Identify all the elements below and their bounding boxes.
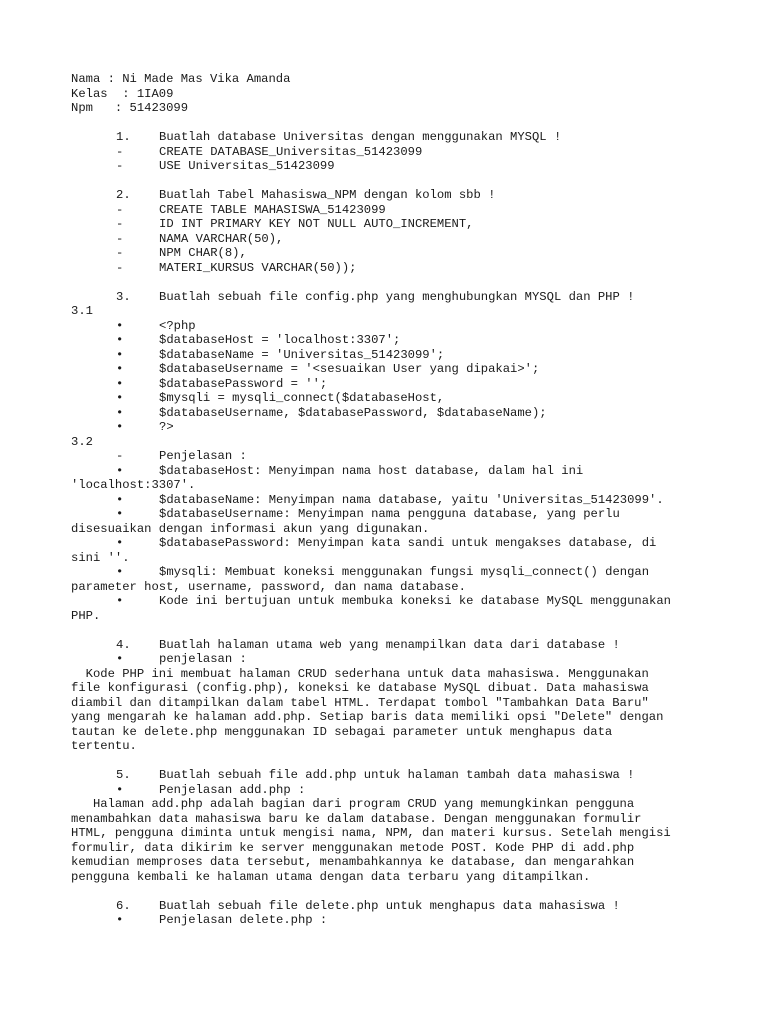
bullet-marker: • <box>116 362 124 376</box>
explanation-continuation: PHP. <box>71 608 101 623</box>
list-item <box>71 493 711 508</box>
paragraph-line: yang mengarah ke halaman add.php. Setiap baris data memiliki opsi "Delete" dengan <box>71 710 664 724</box>
task-number: 2. <box>116 188 131 202</box>
explanation-line: $databaseName: Menyimpan nama database, yaitu 'Universitas_51423099'. <box>159 492 664 507</box>
code-line: $databaseName = 'Universitas_51423099'; <box>159 347 445 362</box>
bullet-marker: • <box>116 652 124 666</box>
paragraph-line: tertentu. <box>71 739 137 753</box>
student-class-line: Kelas : 1IA09 <box>71 86 174 101</box>
paragraph-line: tautan ke delete.php menggunakan ID sebagai parameter untuk menghapus data <box>71 724 613 739</box>
task-title: Buatlah database Universitas dengan menggunakan MYSQL ! <box>159 130 562 144</box>
explanation-label: Penjelasan delete.php : <box>159 913 328 927</box>
bullet-marker: • <box>116 913 124 927</box>
list-item <box>71 507 711 522</box>
bullet-marker: • <box>116 376 124 391</box>
list-item <box>71 783 711 798</box>
code-line: CREATE DATABASE_Universitas_51423099 <box>159 144 423 159</box>
bullet-marker: • <box>116 507 124 521</box>
code-line: CREATE TABLE MAHASISWA_51423099 <box>159 202 386 217</box>
list-item <box>71 333 711 348</box>
explanation-line: $databaseHost: Menyimpan nama host database, dalam hal ini <box>159 463 584 478</box>
paragraph-line: diambil dan ditampilkan dalam tabel HTML. Terdapat tombol "Tambahkan Data Baru" <box>71 695 649 710</box>
bullet-marker: • <box>116 318 124 333</box>
explanation-line: Kode ini bertujuan untuk membuka koneksi ke database MySQL menggunakan <box>159 594 671 608</box>
list-item <box>71 449 711 464</box>
paragraph-line: Halaman add.php adalah bagian dari program CRUD yang memungkinkan pengguna <box>71 797 635 811</box>
explanation-continuation: parameter host, username, password, dan nama database. <box>71 579 466 594</box>
task-3-heading <box>71 290 711 305</box>
task-1-heading <box>71 130 711 145</box>
code-line: $databasePassword = ''; <box>159 376 328 391</box>
list-item <box>71 594 711 609</box>
list-item <box>71 652 711 667</box>
code-line: ?> <box>159 420 174 434</box>
explanation-continuation: 'localhost:3307'. <box>71 478 196 492</box>
task-number: 6. <box>116 898 131 913</box>
document-page <box>71 72 711 928</box>
list-item <box>71 913 711 928</box>
bullet-marker: • <box>116 347 124 362</box>
task-number: 4. <box>116 637 131 652</box>
dash-marker: - <box>116 449 124 463</box>
paragraph-line: file konfigurasi (config.php), koneksi ke database MySQL dibuat. Data mahasiswa <box>71 681 649 695</box>
dash-marker: - <box>116 159 124 173</box>
bullet-marker: • <box>116 405 124 420</box>
list-item <box>71 565 711 580</box>
explanation-continuation: sini ''. <box>71 550 130 565</box>
task-title: Buatlah sebuah file add.php untuk halaman tambah data mahasiswa ! <box>159 768 635 782</box>
explanation-label: Penjelasan : <box>159 449 247 463</box>
dash-marker: - <box>116 202 124 217</box>
dash-marker: - <box>116 231 124 246</box>
list-item <box>71 406 711 421</box>
paragraph-line: menambahkan data mahasiswa baru ke dalam database. Dengan menggunakan formulir <box>71 811 642 826</box>
bullet-marker: • <box>116 463 124 478</box>
dash-marker: - <box>116 217 124 231</box>
list-item <box>71 377 711 392</box>
list-item <box>71 145 711 160</box>
paragraph-line: pengguna kembali ke halaman utama dengan data terbaru yang ditampilkan. <box>71 869 591 884</box>
task-2-heading <box>71 188 711 203</box>
code-line: $databaseUsername, $databasePassword, $databaseName); <box>159 405 547 420</box>
code-line: NAMA VARCHAR(50), <box>159 231 284 246</box>
bullet-marker: • <box>116 492 124 507</box>
bullet-marker: • <box>116 333 124 347</box>
list-item <box>71 246 711 261</box>
bullet-marker: • <box>116 565 124 579</box>
task-title: Buatlah Tabel Mahasiswa_NPM dengan kolom sbb ! <box>159 188 496 202</box>
explanation-line: $databaseUsername: Menyimpan nama pengguna database, yang perlu <box>159 507 620 521</box>
task-4-heading <box>71 638 711 653</box>
task-5-heading <box>71 768 711 783</box>
explanation-label: Penjelasan add.php : <box>159 782 306 797</box>
code-line: MATERI_KURSUS VARCHAR(50)); <box>159 260 357 275</box>
list-item <box>71 217 711 232</box>
student-name-line: Nama : Ni Made Mas Vika Amanda <box>71 72 291 86</box>
paragraph-line: kemudian memproses data tersebut, menambahkannya ke database, dan mengarahkan <box>71 855 635 869</box>
subsection-label: 3.1 <box>71 304 93 318</box>
list-item <box>71 391 711 406</box>
dash-marker: - <box>116 260 124 275</box>
dash-marker: - <box>116 144 124 159</box>
bullet-marker: • <box>116 782 124 797</box>
list-item <box>71 203 711 218</box>
paragraph-line: Kode PHP ini membuat halaman CRUD sederhana untuk data mahasiswa. Menggunakan <box>71 666 649 681</box>
paragraph-line: HTML, pengguna diminta untuk mengisi nama, NPM, dan materi kursus. Setelah mengisi <box>71 826 671 840</box>
list-item <box>71 420 711 435</box>
code-line: ID INT PRIMARY KEY NOT NULL AUTO_INCREMENT, <box>159 217 474 231</box>
task-title: Buatlah halaman utama web yang menampilkan data dari database ! <box>159 637 620 652</box>
list-item <box>71 464 711 479</box>
task-number: 3. <box>116 289 131 304</box>
student-npm-line: Npm : 51423099 <box>71 101 189 115</box>
task-6-heading <box>71 899 711 914</box>
code-line: NPM CHAR(8), <box>159 246 247 260</box>
task-title: Buatlah sebuah file delete.php untuk menghapus data mahasiswa ! <box>159 898 620 913</box>
list-item <box>71 536 711 551</box>
code-line: $databaseHost = 'localhost:3307'; <box>159 333 401 347</box>
explanation-line: $databasePassword: Menyimpan kata sandi untuk mengakses database, di <box>159 536 657 550</box>
bullet-marker: • <box>116 594 124 608</box>
bullet-marker: • <box>116 420 124 434</box>
paragraph-line: formulir, data dikirim ke server menggunakan metode POST. Kode PHP di add.php <box>71 840 635 855</box>
task-title: Buatlah sebuah file config.php yang menghubungkan MYSQL dan PHP ! <box>159 289 635 304</box>
subsection-label: 3.2 <box>71 434 93 449</box>
explanation-line: $mysqli: Membuat koneksi menggunakan fungsi mysqli_connect() dengan <box>159 565 650 579</box>
explanation-continuation: disesuaikan dengan informasi akun yang digunakan. <box>71 521 430 536</box>
list-item <box>71 159 711 174</box>
dash-marker: - <box>116 246 124 260</box>
code-line: $mysqli = mysqli_connect($databaseHost, <box>159 391 445 405</box>
task-number: 5. <box>116 768 131 782</box>
list-item <box>71 261 711 276</box>
bullet-marker: • <box>116 536 124 550</box>
list-item <box>71 319 711 334</box>
code-line: $databaseUsername = '<sesuaikan User yang dipakai>'; <box>159 362 540 376</box>
list-item <box>71 362 711 377</box>
code-line: USE Universitas_51423099 <box>159 159 335 173</box>
explanation-label: penjelasan : <box>159 652 247 666</box>
code-line: <?php <box>159 318 196 333</box>
list-item <box>71 348 711 363</box>
bullet-marker: • <box>116 391 124 405</box>
task-number: 1. <box>116 130 131 144</box>
list-item <box>71 232 711 247</box>
